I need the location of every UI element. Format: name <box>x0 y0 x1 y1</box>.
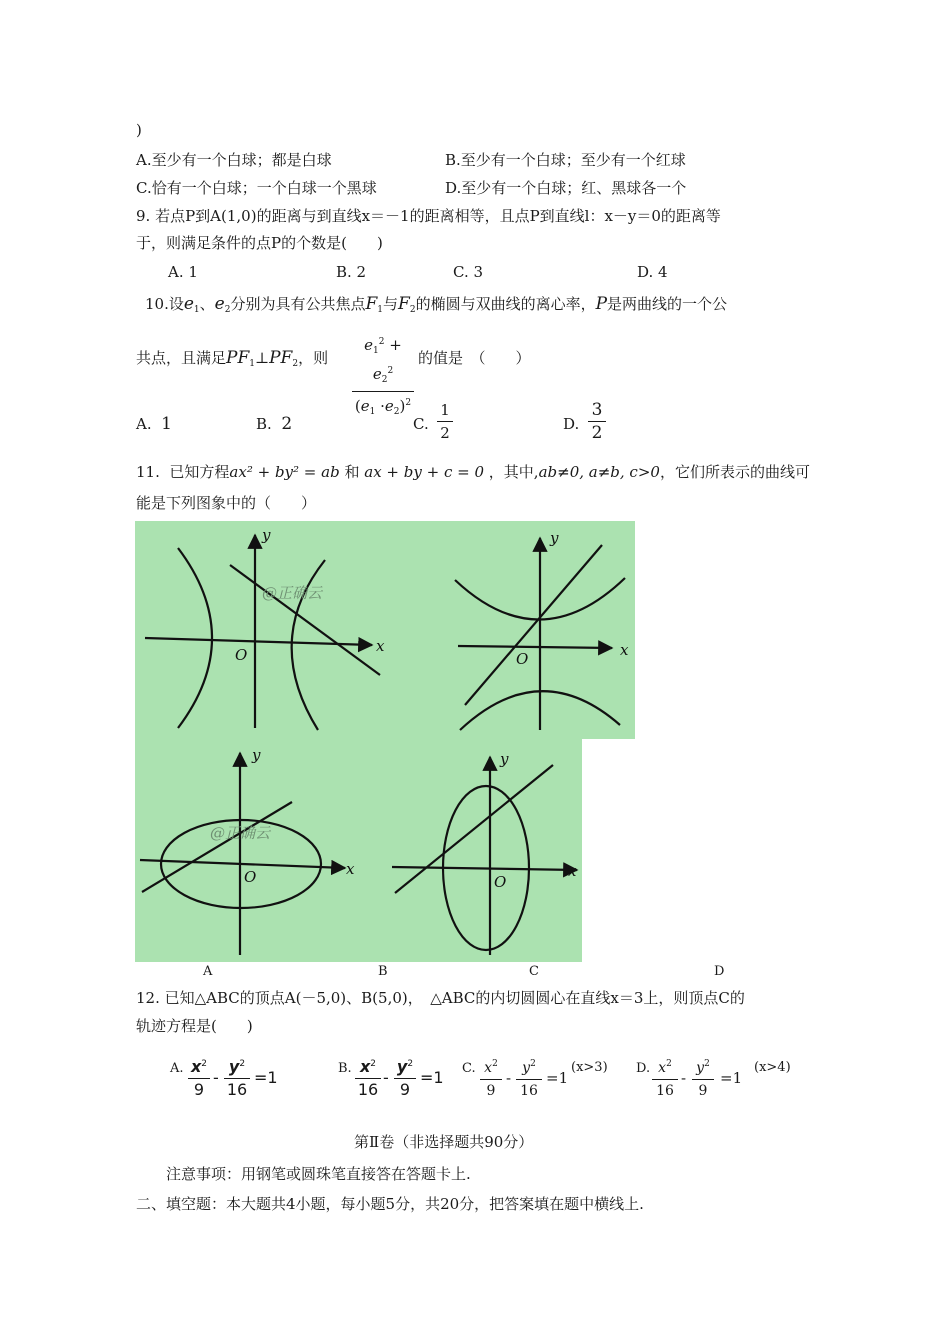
graph-c-origin: O <box>244 868 257 886</box>
graph-a-x-label: x <box>376 637 385 655</box>
graph-label-c: C <box>529 964 539 979</box>
q11-stem-line1: 11. 已知方程ax² + by² = ab 和 ax + by + c = 0 ，其中,ab≠0, a≠b, c>0，它们所表示的曲线可 <box>136 463 810 481</box>
graph-a <box>145 535 380 730</box>
watermark-top: @正确云 <box>262 584 323 602</box>
graph-b <box>455 538 625 730</box>
q12-option-b-frac-x: $x^2$ 16 <box>355 1054 381 1100</box>
q10-option-a: A. 1 <box>136 414 172 434</box>
q8-option-c: C.恰有一个白球；一个白球一个黑球 <box>136 179 377 197</box>
q9-stem-line1: 9. 若点P到A(1,0)的距离与到直线x＝－1的距离相等，且点P到直线l：x－y＝0的距离等 <box>136 207 721 225</box>
q12-option-c-eq: =1 <box>546 1069 569 1087</box>
q8-close-paren: ) <box>136 121 142 139</box>
graph-a-y-label: y <box>262 526 271 544</box>
graph-d-x-label: x <box>568 862 577 880</box>
q8-option-a: A.至少有一个白球；都是白球 <box>136 151 332 169</box>
q12-option-d-frac-y: $y^2$ 9 <box>692 1054 714 1101</box>
part2-title: 第Ⅱ卷（非选择题共90分） <box>354 1133 534 1151</box>
q12-stem-line2: 轨迹方程是( ) <box>136 1017 253 1035</box>
q12-option-c-frac-x: $x^2$ 9 <box>480 1054 502 1101</box>
graph-c-x-label: x <box>346 860 355 878</box>
graph-b-x-label: x <box>620 641 629 659</box>
q10-option-c-fraction: 1 2 <box>437 400 453 443</box>
q8-option-b: B.至少有一个白球；至少有一个红球 <box>445 151 686 169</box>
q10-option-d-label: D. <box>563 415 580 433</box>
part2-section-heading: 二、填空题：本大题共4小题，每小题5分，共20分，把答案填在题中横线上. <box>136 1195 644 1213</box>
graph-d <box>392 757 577 955</box>
graph-label-a: A <box>203 964 213 979</box>
graph-a-origin: O <box>235 646 248 664</box>
q12-option-c-label: C. <box>462 1061 476 1076</box>
graph-d-y-label: y <box>500 750 509 768</box>
q9-option-d: D. 4 <box>637 263 668 281</box>
q9-option-c: C. 3 <box>453 263 484 281</box>
q8-option-d: D.至少有一个白球；红、黑球各一个 <box>445 179 687 197</box>
part2-note: 注意事项：用钢笔或圆珠笔直接答在答题卡上. <box>166 1165 471 1183</box>
graph-b-origin: O <box>516 650 529 668</box>
q12-option-a-label: A. <box>170 1061 184 1076</box>
q12-option-c-minus: - <box>506 1069 512 1087</box>
q12-option-d-frac-x: $x^2$ 16 <box>652 1054 678 1101</box>
graph-b-y-label: y <box>550 529 559 547</box>
q10-option-d-fraction: 3 2 <box>588 400 606 443</box>
q10-stem-line2: 共点，且满足$PF_1\perp PF_2$，则 <box>136 348 329 369</box>
q10-option-b: B. 2 <box>256 414 293 434</box>
q12-option-a-minus: - <box>213 1068 219 1087</box>
q12-option-d-condition: (x>4) <box>754 1060 791 1075</box>
q12-stem-line1: 12. 已知△ABC的顶点A(－5,0)、B(5,0)， △ABC的内切圆圆心在直线x＝3上，则顶点C的 <box>136 989 745 1007</box>
q12-option-a-frac-y: $y^2$ 16 <box>224 1054 250 1100</box>
q12-option-b-frac-y: $y^2$ 9 <box>394 1054 416 1100</box>
q12-option-d-eq: =1 <box>720 1069 743 1087</box>
watermark-bottom: @正确云 <box>210 824 271 842</box>
q9-option-a: A. 1 <box>168 263 198 281</box>
q9-stem-line2: 于，则满足条件的点P的个数是( ) <box>136 234 383 252</box>
q10-stem-tail: 的值是 （ ） <box>418 349 531 367</box>
q10-fraction: $e_1^2 + e_2^2$ $(e_1 \cdot e_2)^2$ <box>352 332 414 422</box>
graph-d-origin: O <box>494 873 507 891</box>
q12-option-b-label: B. <box>338 1061 352 1076</box>
q12-option-d-minus: - <box>681 1069 687 1087</box>
q12-option-a-frac-x: $x^2$ 9 <box>188 1054 210 1100</box>
q10-stem-line1: 10.设$e_1$、$e_2$分别为具有公共焦点$F_1$与$F_2$的椭圆与双曲线的离心率，P是两曲线的一个公 <box>145 294 728 315</box>
q10-option-c-label: C. <box>413 415 429 433</box>
q12-option-c-frac-y: $y^2$ 16 <box>516 1054 542 1101</box>
graph-c <box>140 753 345 955</box>
q11-stem-line2: 能是下列图象中的（ ） <box>136 494 317 512</box>
q12-option-b-minus: - <box>383 1068 389 1087</box>
q12-option-b-eq: =1 <box>420 1068 444 1087</box>
q12-option-a-eq: =1 <box>254 1068 278 1087</box>
graph-c-y-label: y <box>252 746 261 764</box>
q9-option-b: B. 2 <box>336 263 367 281</box>
graph-label-d: D <box>714 964 725 979</box>
q12-option-c-condition: (x>3) <box>571 1060 608 1075</box>
graph-label-b: B <box>378 964 388 979</box>
q12-option-d-label: D. <box>636 1061 651 1076</box>
